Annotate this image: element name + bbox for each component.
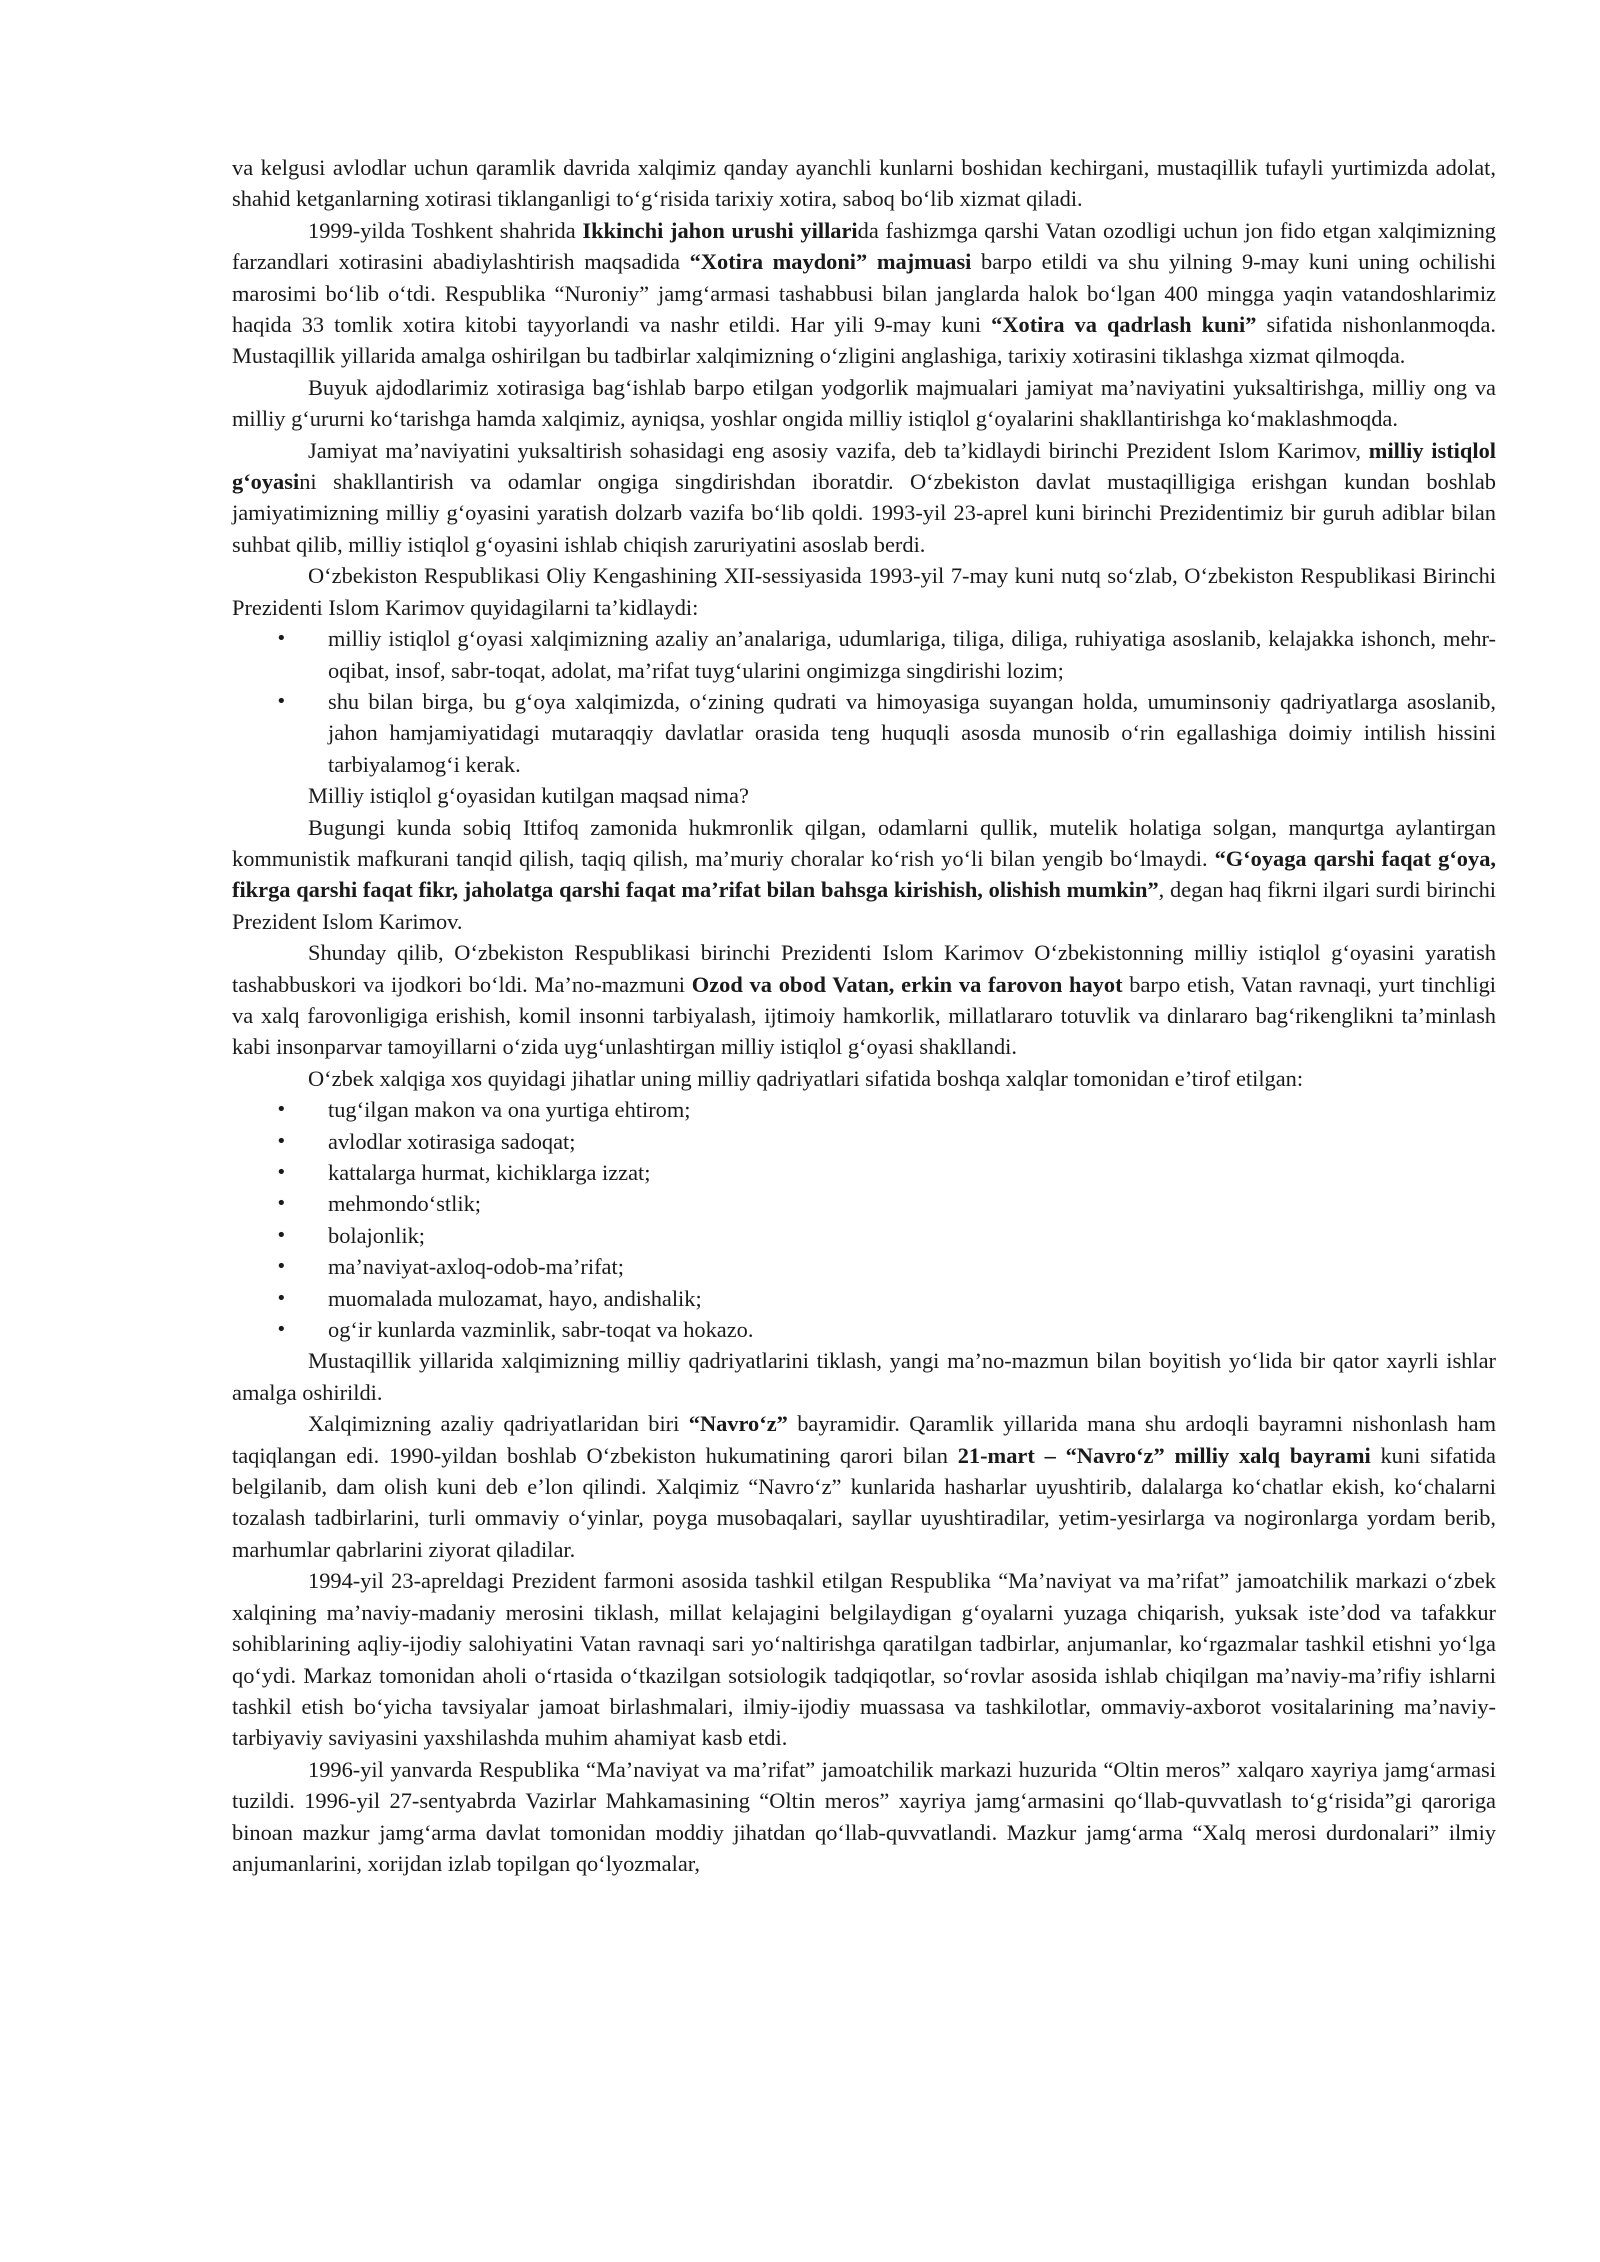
list-item bbox=[232, 1251, 1496, 1282]
p1-text-e: sifatida nishonlanmoqda. Mustaqillik yillarida amalga oshirilgan bu tadbirlar xalqimizning o‘zligini anglashiga, tarixiy xotirasini tiklashga xizmat qilmoqda. bbox=[232, 312, 1496, 369]
p6-text-c: , degan haq fikrni ilgari surdi birinchi Prezident Islom Karimov. bbox=[232, 877, 1496, 934]
bullet-icon: • bbox=[276, 690, 287, 712]
paragraph-1 bbox=[232, 215, 1496, 372]
p1-bold-3: “Xotira va qadrlash kuni” bbox=[991, 312, 1257, 338]
list-item-text: mehmondo‘stlik; bbox=[328, 1191, 481, 1217]
paragraph-2: Buyuk ajdodlarimiz xotirasiga bag‘ishlab barpo etilgan yodgorlik majmualari jamiyat ma’naviyatini yuksaltirishga, milliy ong va milliy g‘ururni ko‘tarishga hamda xalqimiz, ayniqsa, yoshlar ongida milliy istiqlol g‘oyalarini shakllantirishga ko‘maklashmoqda. bbox=[232, 374, 1496, 432]
p1-text-c: da fashizmga qarshi Vatan ozodligi uchun jon fido etgan xalqimizning farzandlari xotirasini abadiylashtirish maqsadida bbox=[232, 217, 1496, 275]
p7-text-a: Shunday qilib, O‘zbekiston Respublikasi birinchi Prezidenti Islom Karimov O‘zbekistonning milliy istiqlol g‘oyasini yaratish tashabbuskori va ijodkori bo‘ldi. Ma’no-mazmuni bbox=[232, 940, 1496, 997]
paragraph-3 bbox=[232, 435, 1496, 561]
p7-bold-1: Ozod va obod Vatan, erkin va farovon hayot bbox=[691, 971, 1123, 997]
bullet-icon: • bbox=[276, 1162, 287, 1183]
paragraph-0: va kelgusi avlodlar uchun qaramlik davrida xalqimiz qanday ayanchli kunlarni boshidan kechirgani, mustaqillik tufayli yurtimizda adolat, shahid ketganlarning xotirasi tiklanganligi to‘g‘risida tarixiy xotira, saboq bo‘lib xizmat qiladi. bbox=[232, 155, 1496, 212]
paragraph-9: Mustaqillik yillarida xalqimizning milliy qadriyatlarini tiklash, yangi ma’no-mazmun bilan boyitish yo‘lida bir qator xayrli ishlar amalga oshirildi. bbox=[232, 1348, 1496, 1405]
list-item bbox=[232, 686, 1496, 780]
bullet-icon: • bbox=[276, 1287, 287, 1309]
list-item bbox=[232, 1157, 1496, 1188]
p1-bold-1: Ikkinchi jahon urushi yillari bbox=[582, 217, 858, 243]
p6-text-a: Bugungi kunda sobiq Ittifoq zamonida hukmronlik qilgan, odamlarni qullik, mutelik holatiga solgan, manqurtga aylantirgan kommunistik mafkurani tanqid qilish, taqiq qilish, ma’muriy choralar ko‘rish yo‘li bilan yengib bo‘lmaydi. bbox=[232, 814, 1496, 871]
document-page bbox=[232, 152, 1496, 1879]
p10-text-d: kuni sifatida belgilanib, dam olish kuni deb e’lon qilindi. Xalqimiz “Navro‘z” kunlarida hasharlar uyushtirib, dalalarga ko‘chatlar ekish, ko‘chalarni tozalash tadbirlarini, turli ommaviy o‘yinlar, poyga musobaqalari, sayllar uyushtiradilar, yetim-yesirlarga va nogironlarga yordam berib, marhumlar qabrlarini ziyorat qiladilar. bbox=[232, 1442, 1496, 1562]
p10-bold-1: “Navro‘z” bbox=[688, 1411, 788, 1437]
bullet-icon: • bbox=[276, 1224, 287, 1246]
p3-text-c: ni shakllantirish va odamlar ongiga singdirishdan iboratdir. O‘zbekiston davlat mustaqilligiga erishgan kundan boshlab jamiyatimizning milliy g‘oyasini yaratish dolzarb vazifa bo‘lib qoldi. 1993-yil 23-aprel kuni birinchi Prezidentimiz bir guruh adiblar bilan suhbat qilib, milliy istiqlol g‘oyasini ishlab chiqish zaruriyatini asoslab berdi. bbox=[232, 469, 1496, 557]
p1-bold-2: “Xotira maydoni” majmuasi bbox=[689, 249, 972, 275]
list-item bbox=[232, 1283, 1496, 1314]
p7-text-c: barpo etish, Vatan ravnaqi, yurt tinchligi va xalq farovonligiga erishish, komil insonni tarbiyalash, ijtimoiy hamkorlik, millatlararo totuvlik va dinlararo bag‘rikenglikni ta’minlash kabi insonparvar tamoyillarni o‘zida uyg‘unlashtirgan milliy istiqlol g‘oyasi shakllandi. bbox=[232, 971, 1496, 1060]
list-item bbox=[232, 623, 1496, 686]
paragraph-4: O‘zbekiston Respublikasi Oliy Kengashining XII-sessiyasida 1993-yil 7-may kuni nutq so‘zlab, O‘zbekiston Respublikasi Birinchi Prezidenti Islom Karimov quyidagilarni ta’kidlaydi: bbox=[232, 563, 1496, 620]
list-item-text: kattalarga hurmat, kichiklarga izzat; bbox=[328, 1160, 651, 1185]
p1-text-d: barpo etildi va shu yilning 9-may kuni uning ochilishi marosimi bo‘lib o‘tdi. Respublika “Nuroniy” jamg‘armasi tashabbusi bilan janglarda halok bo‘lgan 400 mingga yaqin vatandoshlarimiz haqida 33 tomlik xotira kitobi tayyorlandi va nashr etildi. Har yili 9-may kuni bbox=[232, 249, 1496, 338]
bullet-icon: • bbox=[276, 1130, 287, 1152]
paragraph-5: Milliy istiqlol g‘oyasidan kutilgan maqsad nima? bbox=[308, 783, 749, 809]
list-item bbox=[232, 1094, 1496, 1125]
list-item-text: og‘ir kunlarda vazminlik, sabr-toqat va hokazo. bbox=[328, 1317, 754, 1343]
list-item bbox=[232, 1126, 1496, 1157]
bullet-list-1 bbox=[232, 623, 1496, 780]
paragraph-7 bbox=[232, 937, 1496, 1063]
paragraph-6 bbox=[232, 812, 1496, 938]
bullet-icon: • bbox=[276, 1193, 287, 1215]
list-item-text: ma’naviyat-axloq-odob-ma’rifat; bbox=[328, 1254, 624, 1280]
paragraph-12: 1996-yil yanvarda Respublika “Ma’naviyat va ma’rifat” jamoatchilik markazi huzurida “Oltin meros” xalqaro xayriya jamg‘armasi tuzildi. 1996-yil 27-sentyabrda Vazirlar Mahkamasining “Oltin meros” xayriya jamg‘armasini qo‘llab-quvvatlash to‘g‘risida”gi qaroriga binoan mazkur jamg‘arma davlat tomonidan moddiy jihatdan qo‘llab-quvvatlandi. Mazkur jamg‘arma “Xalq merosi durdonalari” ilmiy anjumanlarini, xorijdan izlab topilgan qo‘lyozmalar, bbox=[232, 1756, 1496, 1876]
p1-text-a: 1999-yilda Toshkent shahrida bbox=[308, 217, 583, 243]
paragraph-8: O‘zbek xalqiga xos quyidagi jihatlar uning milliy qadriyatlari sifatida boshqa xalqlar tomonidan e’tirof etilgan: bbox=[308, 1065, 1304, 1091]
bullet-icon: • bbox=[276, 628, 287, 650]
p6-bold-quote: “G‘oyaga qarshi faqat g‘oya, fikrga qarshi faqat fikr, jaholatga qarshi faqat ma’rifat bilan bahsga kirishish, olishish mumkin” bbox=[232, 845, 1496, 903]
p3-text-a: Jamiyat ma’naviyatini yuksaltirish sohasidagi eng asosiy vazifa, deb ta’kidlaydi birinchi Prezident Islom Karimov, bbox=[308, 437, 1369, 463]
list-item-text: milliy istiqlol g‘oyasi xalqimizning azaliy an’analariga, udumlariga, tiliga, diliga, ruhiyatiga asoslanib, kelajakka ishonch, mehr-oqibat, insof, sabr-toqat, adolat, ma’rifat tuyg‘ularini ongimizga singdirishi lozim; bbox=[328, 626, 1496, 683]
p10-text-a: Xalqimizning azaliy qadriyatlaridan biri bbox=[308, 1411, 689, 1437]
list-item-text: muomalada mulozamat, hayo, andishalik; bbox=[328, 1285, 702, 1311]
p10-text-c: bayramidir. Qaramlik yillarida mana shu ardoqli bayramni nishonlash ham taqiqlangan edi. 1990-yildan boshlab O‘zbekiston hukumatining qarori bilan bbox=[232, 1411, 1496, 1468]
list-item-text: tug‘ilgan makon va ona yurtiga ehtirom; bbox=[328, 1097, 691, 1123]
bullet-icon: • bbox=[276, 1319, 287, 1341]
bullet-icon: • bbox=[276, 1099, 287, 1121]
paragraph-11: 1994-yil 23-apreldagi Prezident farmoni asosida tashkil etilgan Respublika “Ma’naviyat va ma’rifat” jamoatchilik markazi o‘zbek xalqining ma’naviy-madaniy merosini tiklash, millat kelajagini belgilaydigan g‘oyalarni yuzaga chiqarish, yuksak iste’dod va tafakkur sohiblarining aqliy-ijodiy salohiyatini Vatan ravnaqi sari yo‘naltirishga qaratilgan tadbirlar, anjumanlar, ko‘rgazmalar tashkil etishni yo‘lga qo‘ydi. Markaz tomonidan aholi o‘rtasida o‘tkazilgan sotsiologik tadqiqotlar, so‘rovlar asosida ishlab chiqilgan ma’naviy-ma’rifiy ishlarni tashkil etish bo‘yicha tavsiyalar jamoat birlashmalari, ilmiy-ijodiy muassasa va tashkilotlar, ommaviy-axborot vositalarining ma’naviy-tarbiyaviy saviyasini yaxshilashda muhim ahamiyat kasb etdi. bbox=[232, 1568, 1496, 1751]
list-item bbox=[232, 1314, 1496, 1345]
p3-bold-1: milliy istiqlol g‘oyasi bbox=[232, 437, 1496, 495]
list-item-text: shu bilan birga, bu g‘oya xalqimizda, o‘zining qudrati va himoyasiga suyangan holda, umuminsoniy qadriyatlarga asoslanib, jahon hamjamiyatidagi mutaraqqiy davlatlar orasida teng huquqli asosda munosib o‘rin egallashiga doimiy intilish hissini tarbiyalamog‘i kerak. bbox=[328, 688, 1496, 777]
paragraph-10 bbox=[232, 1408, 1496, 1565]
bullet-list-2 bbox=[232, 1094, 1496, 1345]
bullet-icon: • bbox=[276, 1256, 287, 1278]
p10-bold-2: 21-mart – “Navro‘z” milliy xalq bayrami bbox=[957, 1442, 1371, 1468]
list-item bbox=[232, 1220, 1496, 1251]
list-item-text: avlodlar xotirasiga sadoqat; bbox=[328, 1128, 576, 1154]
list-item bbox=[232, 1188, 1496, 1219]
list-item-text: bolajonlik; bbox=[328, 1222, 426, 1248]
